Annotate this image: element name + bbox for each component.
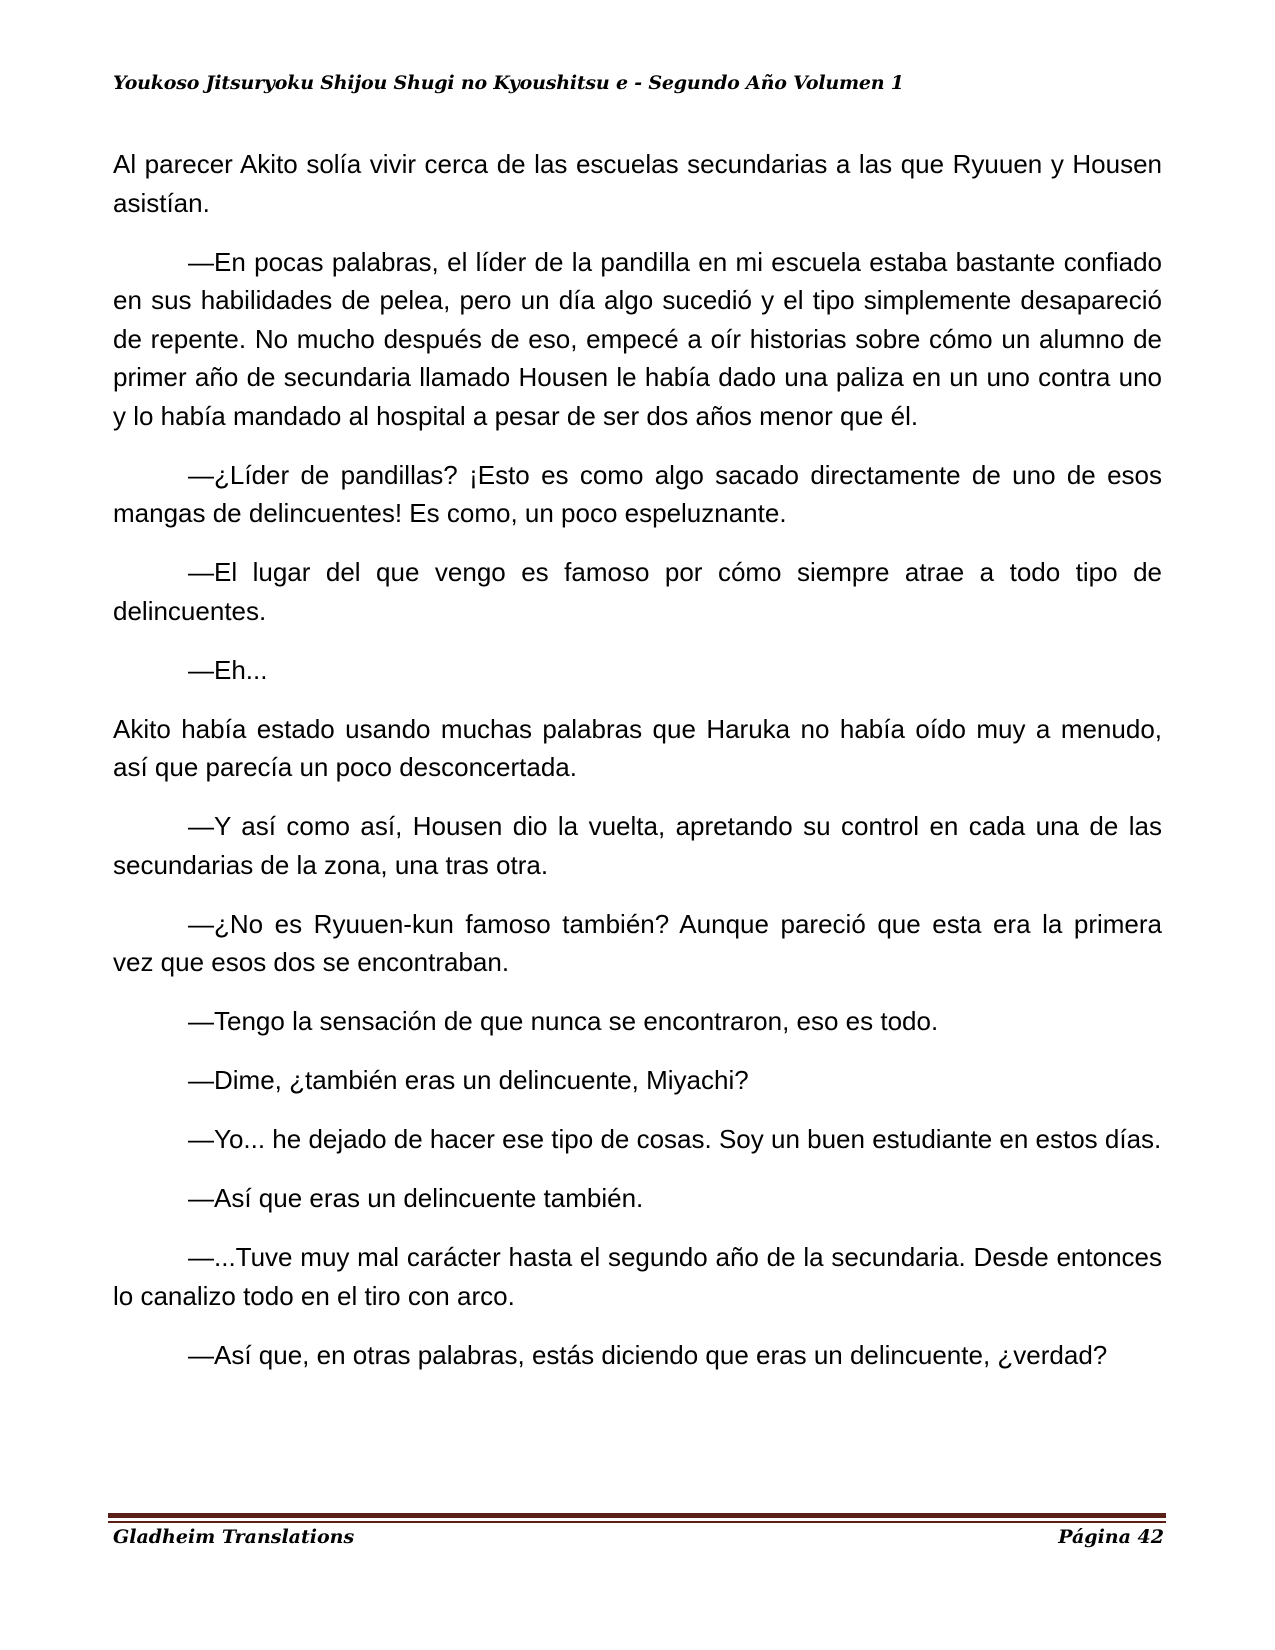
footer-rule-thick <box>108 1513 1166 1518</box>
paragraph: —En pocas palabras, el líder de la pandilla en mi escuela estaba bastante confiado en sus habilidades de pelea, pero un día algo sucedió y el tipo simplemente desapareció de repente. No mucho después de eso, empecé a oír historias sobre cómo un alumno de primer año de secundaria llamado Housen le había dado una paliza en un uno contra uno y lo había mandado al hospital a pesar de ser dos años menor que él. <box>113 246 1162 431</box>
page-body <box>113 145 1162 1395</box>
paragraph: —¿No es Ryuuen-kun famoso también? Aunque pareció que esta era la primera vez que esos dos se encontraban. <box>113 908 1162 977</box>
page-number: Página 42 <box>1058 1526 1164 1548</box>
paragraph: —Yo... he dejado de hacer ese tipo de cosas. Soy un buen estudiante en estos días. <box>188 1124 1162 1154</box>
paragraph: —...Tuve muy mal carácter hasta el segundo año de la secundaria. Desde entonces lo canalizo todo en el tiro con arco. <box>113 1242 1162 1311</box>
paragraph: —Dime, ¿también eras un delincuente, Miyachi? <box>188 1065 749 1095</box>
paragraph: Akito había estado usando muchas palabras que Haruka no había oído muy a menudo, así que parecía un poco desconcertada. <box>113 713 1162 782</box>
paragraph: —El lugar del que vengo es famoso por cómo siempre atrae a todo tipo de delincuentes. <box>113 557 1162 626</box>
paragraph: —Así que eras un delincuente también. <box>188 1183 644 1213</box>
paragraph: —Y así como así, Housen dio la vuelta, apretando su control en cada una de las secundarias de la zona, una tras otra. <box>113 811 1162 880</box>
running-header: Youkoso Jitsuryoku Shijou Shugi no Kyoushitsu e - Segundo Año Volumen 1 <box>113 72 904 94</box>
footer-credit: Gladheim Translations <box>113 1526 355 1548</box>
paragraph: —Eh... <box>188 654 268 685</box>
paragraph: —¿Líder de pandillas? ¡Esto es como algo sacado directamente de uno de esos mangas de delincuentes! Es como, un poco espeluznante. <box>113 459 1162 528</box>
paragraph: Al parecer Akito solía vivir cerca de las escuelas secundarias a las que Ryuuen y Housen asistían. <box>113 149 1162 218</box>
paragraph: —Tengo la sensación de que nunca se encontraron, eso es todo. <box>188 1006 939 1036</box>
paragraph: —Así que, en otras palabras, estás diciendo que eras un delincuente, ¿verdad? <box>188 1339 1108 1370</box>
footer-rule-thin <box>108 1521 1166 1523</box>
